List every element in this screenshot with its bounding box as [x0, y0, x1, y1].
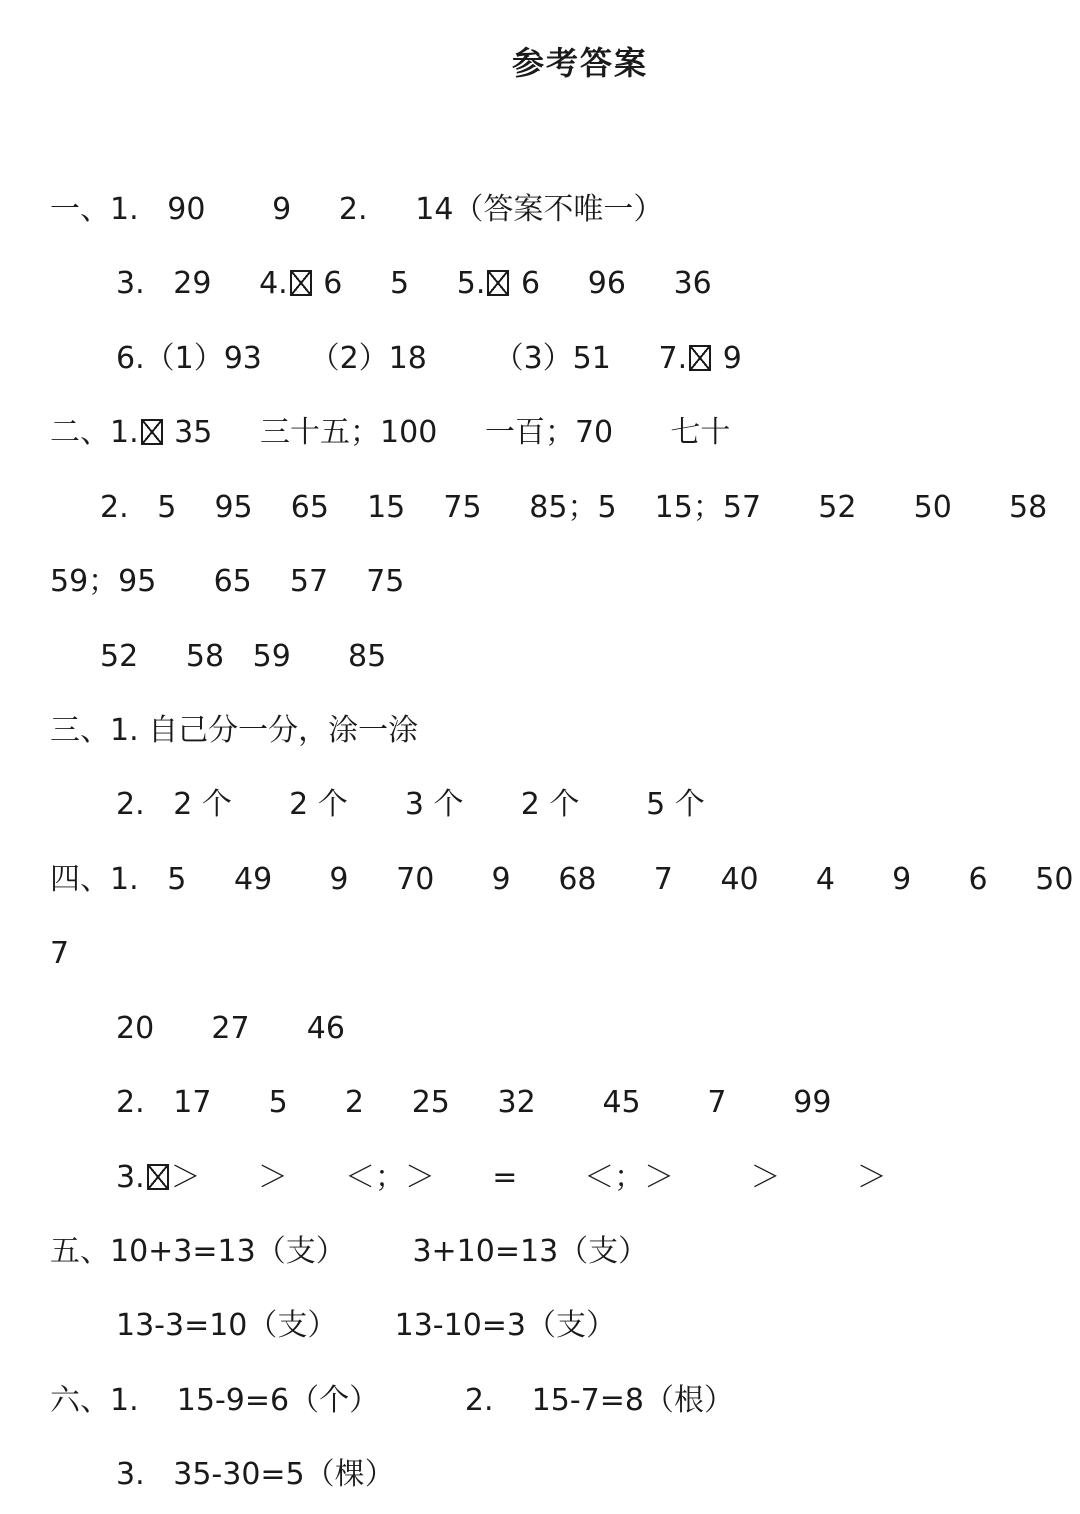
answer-line: 7 [50, 936, 70, 971]
answer-line: 2. 5 95 65 15 75 85；5 15；57 52 50 58 [100, 490, 1048, 525]
answer-line: 三、1. 自己分一分，涂一涂 [50, 713, 419, 748]
crossed-box-icon [147, 1164, 169, 1190]
answer-line: 2. 17 5 2 25 32 45 7 99 [116, 1085, 832, 1120]
answer-line: 52 58 59 85 [100, 639, 387, 674]
answer-line: 13-3=10（支） 13-10=3（支） [116, 1308, 617, 1343]
answer-line: 二、1. 35 三十五；100 一百；70 七十 [50, 415, 731, 450]
answer-line: 2. 2 个 2 个 3 个 2 个 5 个 [116, 787, 705, 822]
answer-line: 3. 35-30=5（棵） [116, 1457, 395, 1492]
page-title: 参考答案 [511, 44, 648, 82]
answer-line: 四、1. 5 49 9 70 9 68 7 40 4 9 6 50 [50, 862, 1074, 897]
answer-line: 3. ＞ ＞ ＜；＞ = ＜；＞ ＞ ＞ [116, 1160, 887, 1195]
answer-line: 3. 29 4. 6 5 5. 6 96 36 [116, 266, 712, 301]
answer-line: 一、1. 90 9 2. 14（答案不唯一） [50, 192, 664, 227]
crossed-box-icon [290, 270, 312, 296]
crossed-box-icon [141, 419, 163, 445]
answer-line: 五、10+3=13（支） 3+10=13（支） [50, 1234, 649, 1269]
answer-line: 六、1. 15-9=6（个） 2. 15-7=8（根） [50, 1383, 734, 1418]
answer-line: 59；95 65 57 75 [50, 564, 405, 599]
answer-line: 6.（1）93 （2）18 （3）51 7. 9 [116, 341, 742, 376]
answer-line: 20 27 46 [116, 1011, 345, 1046]
crossed-box-icon [689, 345, 711, 371]
crossed-box-icon [487, 270, 509, 296]
